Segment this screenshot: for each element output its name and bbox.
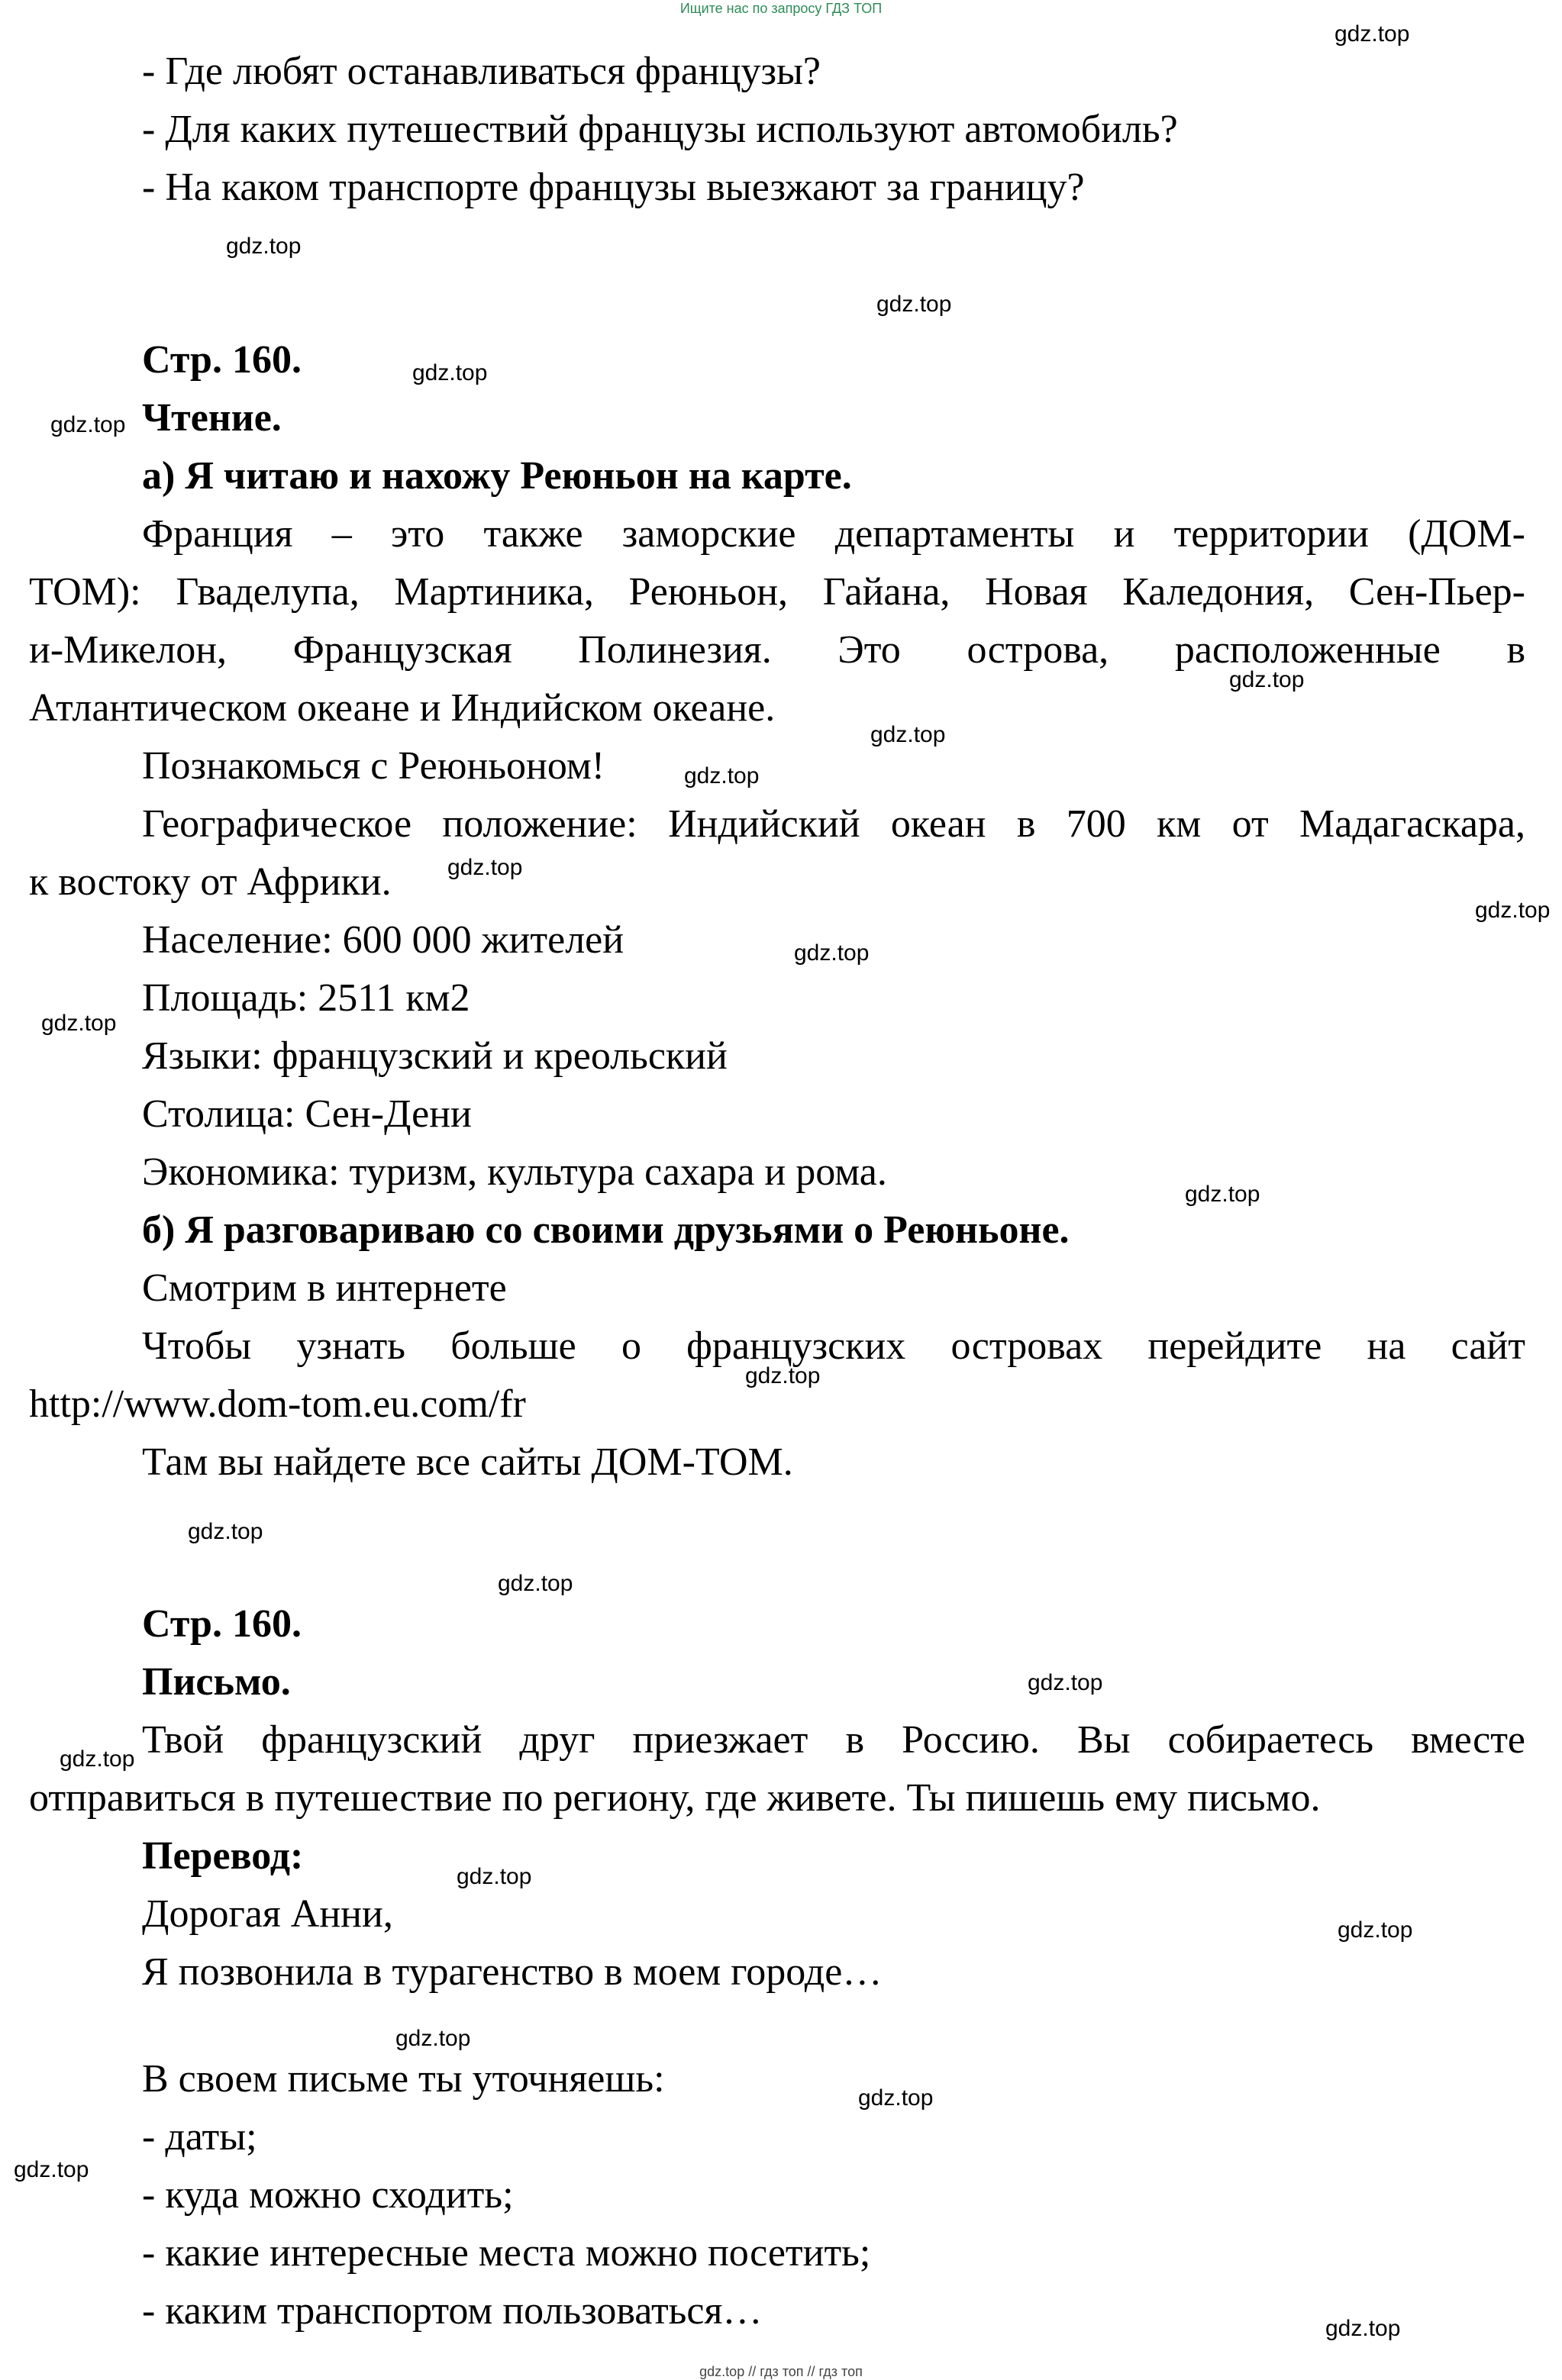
question-line: - Где любят останавливаться французы? — [142, 50, 821, 93]
watermark: gdz.top — [498, 1571, 573, 1596]
watermark: gdz.top — [1334, 21, 1410, 47]
paragraph-line: ТОМ): Гваделупа, Мартиника, Реюньон, Гайана, Новая Каледония, Сен-Пьер- — [29, 570, 1525, 614]
watermark: gdz.top — [870, 722, 946, 747]
watermark: gdz.top — [226, 234, 302, 259]
translation-label: Перевод: — [142, 1834, 304, 1878]
page-reference: Стр. 160. — [142, 338, 302, 382]
fact-line: Население: 600 000 жителей — [142, 918, 624, 962]
task-heading: б) Я разговариваю со своими друзьями о Реюньоне. — [142, 1208, 1070, 1252]
letter-line: Я позвонила в турагенство в моем городе… — [142, 1950, 883, 1994]
text-line: Там вы найдете все сайты ДОМ-ТОМ. — [142, 1440, 793, 1484]
watermark: gdz.top — [1229, 667, 1305, 692]
watermark: gdz.top — [447, 855, 523, 880]
watermark: gdz.top — [1185, 1182, 1260, 1207]
task-line: Твой французский друг приезжает в Россию. Вы собираетесь вместе — [142, 1718, 1525, 1762]
watermark: gdz.top — [50, 412, 126, 437]
text-line: В своем письме ты уточняешь: — [142, 2057, 665, 2101]
fact-line: Площадь: 2511 км2 — [142, 976, 470, 1020]
task-heading: а) Я читаю и нахожу Реюньон на карте. — [142, 454, 852, 498]
watermark: gdz.top — [876, 292, 952, 317]
question-line: - На каком транспорте французы выезжают за границу? — [142, 166, 1085, 209]
top-banner: Ищите нас по запросу ГДЗ ТОП — [679, 1, 883, 16]
list-item: - даты; — [142, 2115, 257, 2159]
watermark: gdz.top — [1028, 1670, 1103, 1695]
page-reference: Стр. 160. — [142, 1602, 302, 1646]
list-item: - куда можно сходить; — [142, 2173, 514, 2217]
letter-line: Дорогая Анни, — [142, 1892, 393, 1936]
geo-line: к востоку от Африки. — [29, 860, 392, 904]
section-title: Чтение. — [142, 396, 282, 440]
watermark: gdz.top — [858, 2085, 934, 2111]
text-line: Чтобы узнать больше о французских островах перейдите на сайт — [142, 1324, 1525, 1368]
fact-line: Языки: французский и креольский — [142, 1034, 728, 1078]
watermark: gdz.top — [1338, 1917, 1413, 1943]
watermark: gdz.top — [794, 940, 870, 966]
watermark: gdz.top — [41, 1011, 117, 1036]
watermark: gdz.top — [1325, 2316, 1401, 2341]
watermark: gdz.top — [14, 2157, 89, 2182]
question-line: - Для каких путешествий французы используют автомобиль? — [142, 108, 1178, 151]
watermark: gdz.top — [60, 1746, 135, 1772]
watermark: gdz.top — [188, 1519, 263, 1544]
section-title: Письмо. — [142, 1660, 291, 1704]
bottom-banner: gdz.top // гдз топ // гдз топ — [699, 2364, 863, 2379]
site-url: http://www.dom-tom.eu.com/fr — [29, 1382, 526, 1426]
geo-line: Географическое положение: Индийский океан в 700 км от Мадагаскара, — [142, 802, 1525, 846]
paragraph-line: Атлантическом океане и Индийском океане. — [29, 686, 776, 730]
paragraph-line: и-Микелон, Французская Полинезия. Это острова, расположенные в — [29, 628, 1525, 672]
task-line: отправиться в путешествие по региону, где живете. Ты пишешь ему письмо. — [29, 1776, 1321, 1820]
watermark: gdz.top — [395, 2026, 471, 2051]
watermark: gdz.top — [1475, 898, 1551, 923]
watermark: gdz.top — [684, 763, 760, 788]
watermark: gdz.top — [412, 360, 488, 385]
fact-line: Экономика: туризм, культура сахара и рома. — [142, 1150, 887, 1194]
text-line: Смотрим в интернете — [142, 1266, 507, 1310]
paragraph-line: Франция – это также заморские департаменты и территории (ДОМ- — [142, 512, 1525, 556]
watermark: gdz.top — [457, 1864, 532, 1889]
watermark: gdz.top — [745, 1363, 821, 1388]
list-item: - какие интересные места можно посетить; — [142, 2231, 871, 2275]
fact-line: Столица: Сен-Дени — [142, 1092, 472, 1136]
intro-line: Познакомься с Реюньоном! — [142, 744, 605, 788]
list-item: - каким транспортом пользоваться… — [142, 2289, 763, 2333]
